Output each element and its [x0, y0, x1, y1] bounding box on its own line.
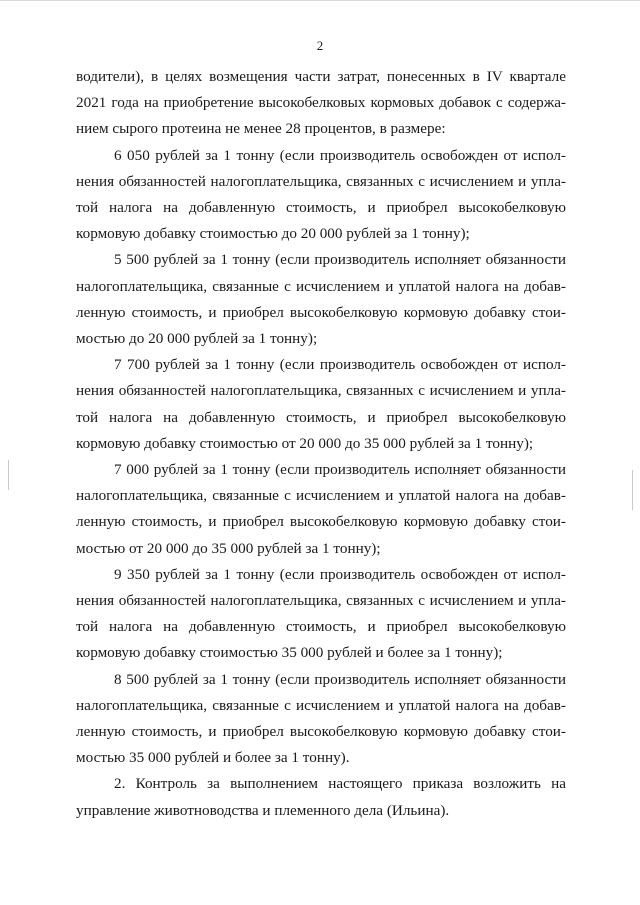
text-line: 5 500 рублей за 1 тонну (если производитель исполняет обязанности [114, 251, 566, 269]
text-line: кормовую добавку стоимостью от 20 000 до 35 000 рублей за 1 тонну); [76, 434, 534, 452]
scan-edge [0, 0, 640, 1]
text-line: кормовую добавку стоимостью 35 000 рублей и более за 1 тонну); [76, 644, 503, 662]
paragraph-rate-5500 [76, 247, 566, 352]
text-line: нием сырого протеина не менее 28 процентов, в размере: [76, 120, 446, 138]
text-line: ленную стоимость, и приобрел высокобелковую кормовую добавку стои- [76, 723, 566, 741]
text-line: ленную стоимость, и приобрел высокобелковую кормовую добавку стои- [76, 303, 566, 321]
text-line: кормовую добавку стоимостью до 20 000 рублей за 1 тонну); [76, 225, 470, 243]
text-line: 2. Контроль за выполнением настоящего приказа возложить на [114, 775, 566, 793]
text-line: нения обязанностей налогоплательщика, связанных с исчислением и упла- [76, 592, 566, 610]
text-line: 7 000 рублей за 1 тонну (если производитель исполняет обязанности [114, 461, 566, 479]
text-line: мостью до 20 000 рублей за 1 тонну); [76, 330, 318, 348]
text-line: налогоплательщика, связанные с исчислением и уплатой налога на добав- [76, 277, 566, 295]
page-number: 2 [316, 38, 324, 53]
text-line: ленную стоимость, и приобрел высокобелковую кормовую добавку стои- [76, 513, 566, 531]
text-line: той налога на добавленную стоимость, и приобрел высокобелковую [76, 618, 566, 636]
text-line: налогоплательщика, связанные с исчислением и уплатой налога на добав- [76, 696, 566, 714]
scan-mark [8, 460, 9, 490]
paragraph-rate-7700 [76, 352, 566, 457]
text-line: управление животноводства и племенного дела (Ильина). [76, 801, 450, 819]
text-line: 6 050 рублей за 1 тонну (если производитель освобожден от испол- [114, 146, 566, 164]
text-line: 9 350 рублей за 1 тонну (если производитель освобожден от испол- [114, 565, 566, 583]
scan-mark [632, 470, 633, 510]
paragraph-rate-9350 [76, 562, 566, 667]
text-line: налогоплательщика, связанные с исчислением и уплатой налога на добав- [76, 487, 566, 505]
paragraph-clause-2 [76, 771, 566, 823]
paragraph-rate-7000 [76, 457, 566, 562]
paragraph-rate-8500 [76, 667, 566, 772]
paragraph-intro [76, 64, 566, 143]
document-body [76, 64, 566, 824]
text-line: нения обязанностей налогоплательщика, связанных с исчислением и упла- [76, 382, 566, 400]
text-line: водители), в целях возмещения части затрат, понесенных в IV квартале [76, 68, 566, 85]
text-line: мостью от 20 000 до 35 000 рублей за 1 тонну); [76, 539, 381, 557]
paragraph-rate-6050 [76, 143, 566, 248]
text-line: 7 700 рублей за 1 тонну (если производитель освобожден от испол- [114, 356, 566, 374]
text-line: 8 500 рублей за 1 тонну (если производитель исполняет обязанности [114, 670, 566, 688]
text-line: той налога на добавленную стоимость, и приобрел высокобелковую [76, 199, 566, 217]
text-line: мостью 35 000 рублей и более за 1 тонну). [76, 749, 350, 767]
text-line: той налога на добавленную стоимость, и приобрел высокобелковую [76, 408, 566, 426]
text-line: 2021 года на приобретение высокобелковых кормовых добавок с содержа- [76, 94, 566, 112]
text-line: нения обязанностей налогоплательщика, связанных с исчислением и упла- [76, 172, 566, 190]
